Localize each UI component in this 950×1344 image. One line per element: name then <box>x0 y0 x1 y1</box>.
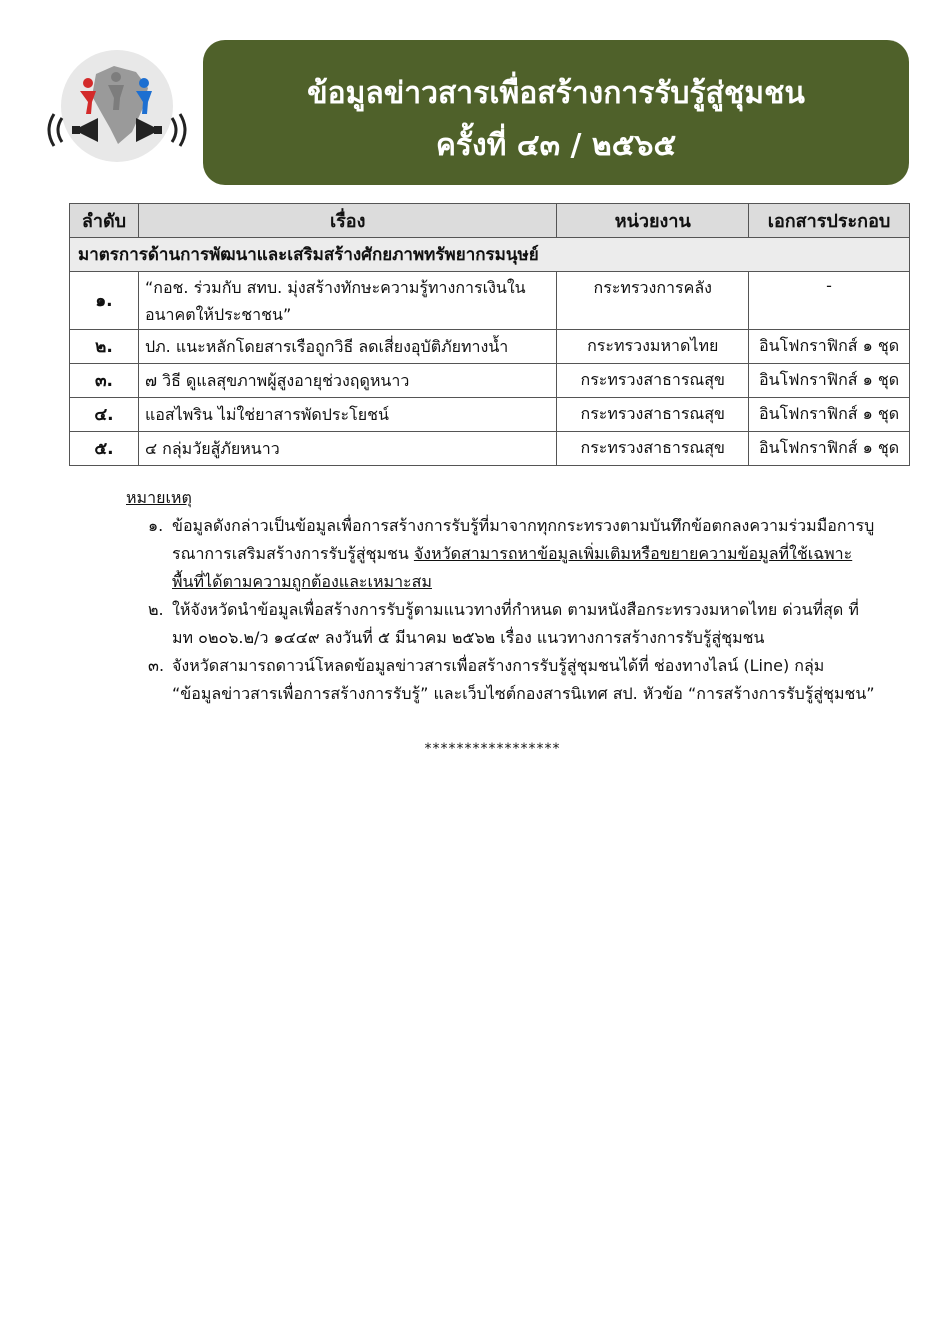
row-agency: กระทรวงการคลัง <box>557 272 749 330</box>
col-header-number: ลำดับ <box>70 204 139 238</box>
note-item <box>148 512 876 596</box>
note-number: ๒. <box>148 600 164 619</box>
row-document: อินโฟกราฟิกส์ ๑ ชุด <box>749 432 910 466</box>
section-row <box>70 238 910 272</box>
page-title: ข้อมูลข่าวสารเพื่อสร้างการรับรู้สู่ชุมชน <box>307 76 805 111</box>
row-agency: กระทรวงมหาดไทย <box>557 330 749 364</box>
table-row <box>70 432 910 466</box>
section-title: มาตรการด้านการพัฒนาและเสริมสร้างศักยภาพทรัพยากรมนุษย์ <box>70 238 910 272</box>
table-row <box>70 272 910 330</box>
col-header-document: เอกสารประกอบ <box>749 204 910 238</box>
table-header-row <box>70 204 910 238</box>
note-text-underlined: จังหวัดสามารถหาข้อมูลเพิ่มเติมหรือขยายความข้อมูลที่ใช้เฉพาะพื้นที่ได้ตามความถูกต้องและเหมาะสม <box>172 544 853 591</box>
row-document: อินโฟกราฟิกส์ ๑ ชุด <box>749 330 910 364</box>
issue-number: ครั้งที่ ๔๓ / ๒๕๖๕ <box>435 128 677 163</box>
title-banner <box>203 40 909 185</box>
table-row <box>70 398 910 432</box>
note-text: จังหวัดสามารถดาวน์โหลดข้อมูลข่าวสารเพื่อสร้างการรับรู้สู่ชุมชนได้ที่ ช่องทางไลน์ (Line) กลุ่ม “ข้อมูลข่าวสารเพื่อการสร้างการรับรู้” และเว็บไซต์กองสารนิเทศ สป. หัวข้อ “การสร้างการรับรู้สู่ชุมชน” <box>172 656 875 703</box>
row-topic: “กอช. ร่วมกับ สทบ. มุ่งสร้างทักษะความรู้ทางการเงินในอนาคตให้ประชาชน” <box>138 272 556 330</box>
row-document: อินโฟกราฟิกส์ ๑ ชุด <box>749 364 910 398</box>
table-row <box>70 364 910 398</box>
row-topic: ๗ วิธี ดูแลสุขภาพผู้สูงอายุช่วงฤดูหนาว <box>138 364 556 398</box>
note-text <box>172 512 876 596</box>
note-text-plain: ข้อมูลดังกล่าวเป็นข้อมูลเพื่อการสร้างการรับรู้ที่มาจากทุกกระทรวงตามบันทึกข้อตกลงความร่วมมือการบูรณาการเสริมสร้างการรับรู้สู่ชุมชน <box>172 516 875 563</box>
row-agency: กระทรวงสาธารณสุข <box>557 398 749 432</box>
table-row <box>70 330 910 364</box>
row-number: ๕. <box>70 432 139 466</box>
end-separator: ***************** <box>424 741 561 757</box>
note-text: ให้จังหวัดนำข้อมูลเพื่อสร้างการรับรู้ตามแนวทางที่กำหนด ตามหนังสือกระทรวงมหาดไทย ด่วนที่สุด ที่ มท ๐๒๐๖.๒/ว ๑๔๔๙ ลงวันที่ ๕ มีนาคม ๒๕๖๒ เรื่อง แนวทางการสร้างการรับรู้สู่ชุมชน <box>172 600 859 647</box>
col-header-topic: เรื่อง <box>138 204 556 238</box>
news-table <box>69 203 910 466</box>
row-topic: แอสไพริน ไม่ใช่ยาสารพัดประโยชน์ <box>138 398 556 432</box>
notes-section <box>126 484 876 708</box>
row-document: - <box>749 272 910 330</box>
logo <box>44 44 190 162</box>
col-header-agency: หน่วยงาน <box>557 204 749 238</box>
row-agency: กระทรวงสาธารณสุข <box>557 432 749 466</box>
row-number: ๑. <box>70 272 139 330</box>
note-item <box>148 596 876 652</box>
note-number: ๓. <box>148 656 165 675</box>
row-number: ๔. <box>70 398 139 432</box>
row-topic: ๔ กลุ่มวัยสู้ภัยหนาว <box>138 432 556 466</box>
row-document: อินโฟกราฟิกส์ ๑ ชุด <box>749 398 910 432</box>
note-item <box>148 652 876 708</box>
row-number: ๓. <box>70 364 139 398</box>
row-topic: ปภ. แนะหลักโดยสารเรือถูกวิธี ลดเสี่ยงอุบัติภัยทางน้ำ <box>138 330 556 364</box>
notes-heading: หมายเหตุ <box>126 488 192 507</box>
row-number: ๒. <box>70 330 139 364</box>
row-agency: กระทรวงสาธารณสุข <box>557 364 749 398</box>
note-number: ๑. <box>148 516 164 535</box>
